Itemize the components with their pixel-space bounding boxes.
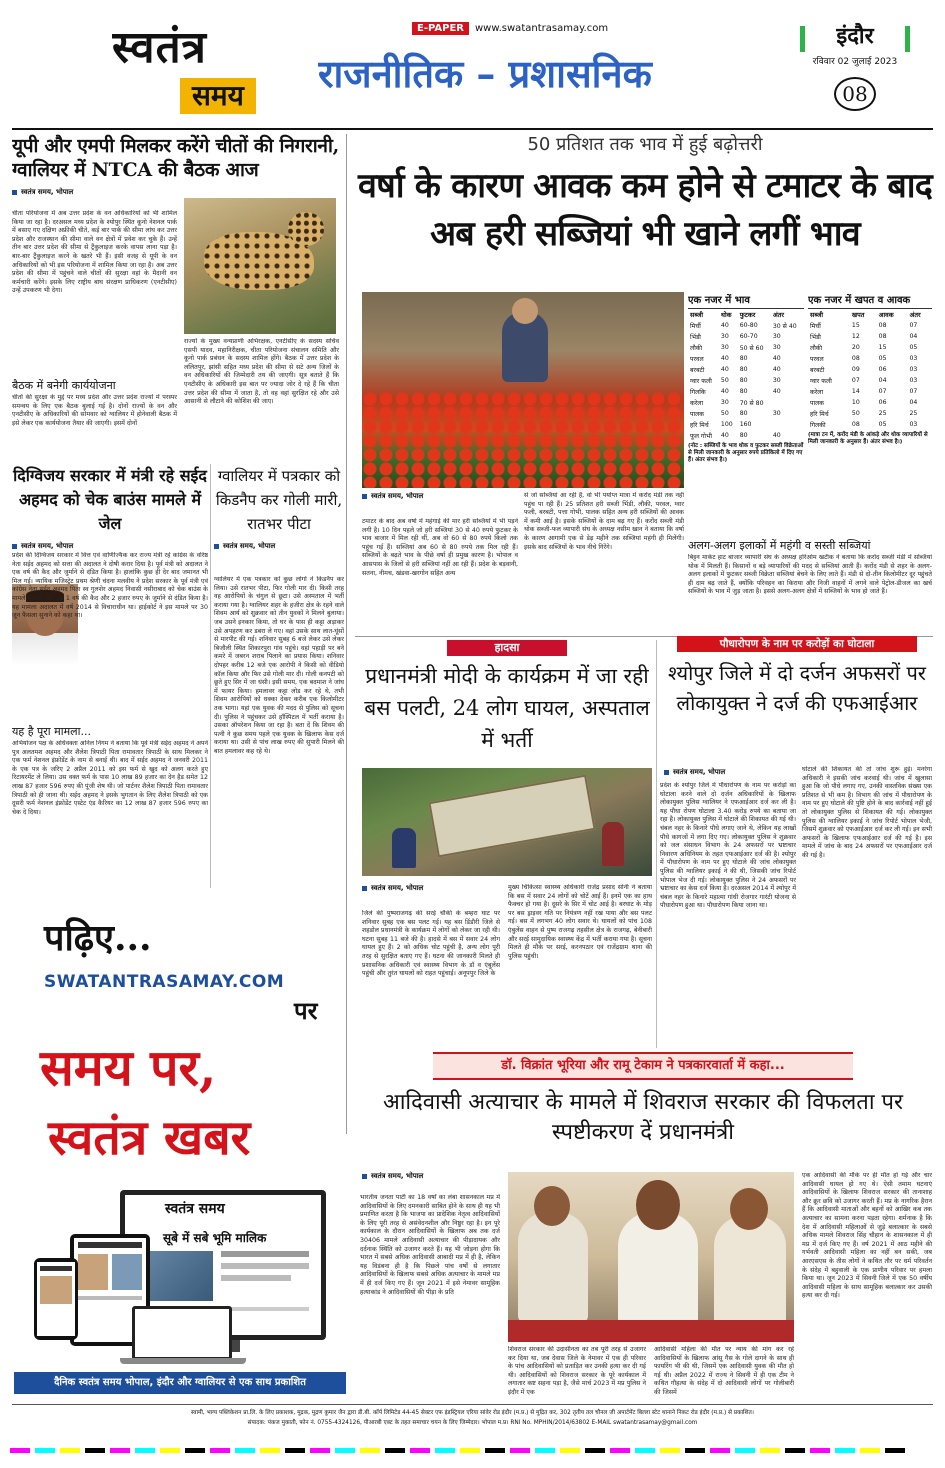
journalist-story (214, 464, 344, 888)
table-cell: 07 (878, 388, 887, 395)
accident-story (362, 640, 652, 1060)
table-cell: 80 (739, 410, 748, 417)
body-left-2: चीतों की सुरक्षा के मुद्दे पर मध्य प्रदेश और उत्तर प्रदेश राज्यों में परस्पर समन्वय के लिए एक बैठक बुलाई गई है। दोनों राज्यों के वन और एनटीसीए के अधिकारियों की सोमवार को ग्वालियर में होनेवाली बैठक में इसे लेकर एक कार्ययोजना तैयार की जाएगी। इसमें दोनों (12, 394, 177, 427)
table-cell: बरबटी (810, 367, 825, 374)
table-cell: 40 (720, 388, 729, 395)
table-cell: हरि मिर्च (810, 411, 829, 418)
headline: आदिवासी अत्याचार के मामले में शिवराज सरकार की विफलता पर स्पष्टीकरण दें प्रधानमंत्री (382, 1090, 904, 1145)
table-cell: परवल (690, 356, 704, 363)
table-cell: 40 (772, 366, 781, 373)
table-cell: मिर्ची (810, 323, 821, 330)
table-cell: गिलकी (810, 422, 826, 429)
body-2: से जो सब्जियां आ रही हैं, वो भी पर्याप्त मात्रा में करोंद मंडी तक नहीं पहुंच पा रही हैं। 25 प्रतिशत हरी सब्जी भिंडी, लौकी, परवल, ग्वार फली, बरबटी, पत्ता गोभी, पालक सहित अन्य हरी सब्जियों की आवक में कमी आई है। इसके सब्जियों के दाम बढ़ गए हैं। करोंद सब्जी मंडी थोक सब्जी-फल व्यापारी संघ के अध्यक्ष नसीम खान ने बताया कि वर्षा के कारण आगामी एक से डेढ़ महीने तक सब्जियां महंगी ही मिलेंगी। इसके बाद सब्जियों के भाव नीचे गिरेंगे। (524, 492, 684, 551)
table-cell: लौकी (810, 345, 823, 352)
tribal-story (352, 1052, 934, 1400)
table-cell: 09 (851, 366, 860, 373)
device-tagline: सूबे में सबे भूमि मालिक (163, 1231, 267, 1245)
logo-bottom: समय (180, 78, 256, 114)
epaper-label: E-PAPER (412, 22, 469, 35)
table-cell: 40 (720, 366, 729, 373)
vegetable-market-photo (362, 292, 684, 488)
table-cell: पालक (810, 400, 825, 407)
tomato-story (355, 132, 935, 284)
table-cell: परवल (810, 356, 824, 363)
table-cell: 50 (851, 410, 860, 417)
table-cell: 80 (739, 366, 748, 373)
kicker: पौधारोपण के नाम पर करोड़ों का घोटाला (677, 636, 917, 652)
date: रविवार 02 जुलाई 2023 (812, 57, 898, 67)
kicker: हादसा (447, 640, 567, 656)
cheetah-story (12, 134, 342, 454)
table-row (808, 364, 932, 375)
imprint (20, 1408, 925, 1442)
body-left: चीता परियोजना में अब उत्तर प्रदेश के वन अधिकारियों को भी शामिल किया जा रहा है। दरअसल मध्य प्रदेश के श्योपुर स्थित कूनो नेशनल पार्क में बसाए गए दक्षिण अफ्रीकी चीते, कई बार पार्क की सीमा लांघ कर उत्तर प्रदेश और राजस्थान की सीमा वाले वन क्षेत्रों में प्रवेश कर चुके हैं। उन्हें तीन बार उत्तर प्रदेश की सीमा से ट्रैंकुलाइज करके वापस लाना पड़ा है। बार-बार ट्रैंकुलाइज करने के खतरे भी हैं। इसी वजह से यूपी के वन अधिकारियों को भी इस परियोजना में शामिल किया जा रहा है। अब उत्तर प्रदेश की सीमा में पहुंचने वाले चीतों की सुरक्षा वहां के मैदानी वन कर्मचारी करेंगे। इसके लिए राष्ट्रीय बाघ संरक्षण प्राधिकरण (एनटीसीए) उन्हें उपकरण भी देगा। (12, 210, 177, 295)
ad-line-4: समय पर, (40, 1038, 217, 1097)
subhead: यह है पूरा मामला... (12, 725, 91, 738)
epaper-strip (412, 20, 832, 36)
headline: अलग-अलग इलाकों में महंगी व सस्ती सब्जियां (688, 539, 871, 552)
table-row (808, 397, 932, 408)
table-cell: 80 (739, 432, 748, 439)
table-cell: 05 (909, 344, 918, 351)
byline-marker (214, 544, 219, 549)
table-cell: मिर्ची (690, 323, 701, 330)
headline: दिग्विजय सरकार में मंत्री रहे सईद अहमद को चेक बाउंस मामले में जेल (13, 466, 207, 533)
price-table (688, 309, 804, 441)
body: ग्वालियर में एक पत्रकार को कुछ लोगों ने किडनैप कर लिया। उसे रातभर पीटा, फिर गोली मार दी। किसी तरह वह आरोपियों के चंगुल से छूटा। उसे अस्पताल में भर्ती कराया गया है। ग्वालियर शहर के हजीरा क्षेत्र के रहने वाले शिवम आर्य को शुक्रवार को तीन युवकों ने मिलने बुलाया। जब उसने इनकार किया, तो घर के पास ही कट्टा अड़ाकर उसे अपहरण कर डबरा ले गए। वहां उसके साथ लात-घूंसों से मारपीट की गई। शनिवार सुबह 6 बजे लेकर उसे लेकर बिजौली स्थित शिकारपुरा गांव पहुंचे। वहां पहाड़ी पर बने कमरे में जबरन शराब पिलाने का प्रयास किया। शनिवार दोपहर करीब 12 बजे एक आरोपी ने किसी को वीडियो कॉल किया और फिर उसे गोली मार दी। गोली कनपटी को छूते हुए सिर में जा धंसी। इसी समय, एक बदमाश ने जांघ में फायर किया। हमलावर कट्टा लोड कर रहे थे, तभी शिवम आरोपियों को धक्का देकर करीब एक किलोमीटर तक भागा। यहां एक युवक की मदद से पुलिस को सूचना दी। पुलिस ने पहुंचकर उसे हॉस्पिटल में भर्ती कराया है। उसका ऑपरेशन किया जा रहा है। बता दें कि शिवम की पत्नी ने कुछ समय पहले एक युवक के खिलाफ केस दर्ज कराया था। उसी से पांच लाख रुपए की सुपारी मिलने की बात हमलावर कह रहे थे। (214, 576, 344, 755)
table-cell: 30 (772, 377, 781, 384)
table-cell: 40 (720, 322, 729, 329)
table-cell: 05 (878, 421, 887, 428)
table-cell: 60-70 (739, 333, 758, 340)
ad-panel (14, 898, 346, 1396)
table-cell: 15 (878, 344, 887, 351)
table-cell: 07 (851, 377, 860, 384)
table-cell: करेला (690, 400, 704, 407)
masthead (0, 0, 945, 128)
table-cell: 04 (909, 333, 918, 340)
byline (362, 884, 423, 893)
section-title: राजनीतिक – प्रशासनिक (318, 51, 652, 96)
table-cell: 50 से 60 (739, 345, 764, 352)
table-cell: करेला (810, 389, 824, 396)
body-2: मुख्य चिकित्सा स्वास्थ्य अधिकारी राजेंद्र प्रसाद सोनी ने बताया कि बस में सवार 24 लोगों को चोटें आई हैं। इनमें एक का हाथ फैक्चर हो गया है। दूसरे के सिर में चोट आई है। बरघाट के मोड़ पर बस ड्राइवर गति पर नियंत्रण नहीं रख पाया और बस पलट गई। बस में लगभग 40 लोग सवार थे। घायलों को पांच 108 एंबुलेंस वाहन से पुष्प राजगढ़ तहसील क्षेत्र के राजगढ़, बेनीबारी और सरई सामुदायिक स्वास्थ्य केंद्र में भर्ती कराया गया है। सूचना मिलते ही मौके पर सरई, करनपठार एवं राजेंद्रग्राम थाना की पुलिस पहुंची। (508, 884, 652, 960)
body-2: शिवराज सरकार की उदासीनता का तब पूरी तरह से उजागर कर दिया था, जब देवास जिले के नेमावर में एक ही परिवार के पांच आदिवासियों को प्रताड़ित कर उनकी हत्या कर दी गई थी। आदिवासियों को शिवराज सरकार के पूरे कार्यकाल में लगातार कष्ट सहना पड़ा है, जैसे मार्च 2023 में मप्र पुलिस ने इंदौर में एक (508, 1346, 646, 1396)
headline: प्रधानमंत्री मोदी के कार्यक्रम में जा रही बस पलटी, 24 लोग घायल, अस्पताल में भर्ती (364, 664, 650, 752)
table-cell: बरबटी (690, 367, 705, 374)
byline-text: स्वतंत्र समय, भोपाल (371, 884, 424, 892)
logo (112, 22, 292, 122)
column-header: खपत (851, 311, 865, 319)
table-note: (मात्रा टन में, करोंद मंडी के आंकड़े और थोक व्यापारियों से मिली जानकारी के अनुसार हैं। अंतर संभव है।) (808, 432, 928, 445)
table-cell: 06 (878, 399, 887, 406)
byline-marker (362, 494, 367, 499)
table-row (688, 397, 804, 408)
table-cell: 03 (909, 421, 918, 428)
table-cell: लौकी (690, 345, 703, 352)
byline-text: स्वतंत्र समय, भोपाल (371, 492, 424, 500)
table-cell: 08 (878, 322, 887, 329)
table-row (808, 419, 932, 430)
table-cell: गिलकि (690, 389, 706, 396)
table-cell: 40 (772, 355, 781, 362)
table-cell: 25 (909, 410, 918, 417)
body: बिट्टन मार्केट हाट बाजार व्यापारी संघ के अध्यक्ष हरिओम खटीक ने बताया कि करोंद सब्जी मंडी में सब्जियां थोक में मिलती हैं। किसानों व बड़े व्यापारियों की मदद से सब्जियां आती हैं। करोंद मंडी से शहर के अलग-अलग इलाकों में फुटकर सब्जी विक्रेता सब्जियां बेचने के लिए लाते हैं। मंडी से दो-तीन किलोमीटर दूर पहुंचते ही दाम बढ़ जाते हैं, क्योंकि परिवहन का किराया और निजी वाहनों में लगने वाले पेट्रोल-डीजल का खर्च सब्जियों के भाव में जुड़ जाता है। इससे अलग-अलग क्षेत्रों में सब्जियों के भाव हो जाते हैं। (688, 554, 932, 596)
table-cell: 40 (720, 432, 729, 439)
table-cell: 04 (909, 399, 918, 406)
column-header: सब्जी (810, 311, 824, 319)
table-cell: 20 (851, 344, 860, 351)
table-cell: 30 (772, 333, 781, 340)
body: प्रदेश की दिग्विजय सरकार में वित्त एवं वाणिज्यिक कर राज्य मंत्री रहे कांग्रेस के वरिष्ठ नेता सईद अहमद को सत्ता की अदालत ने दोषी करार दिया है। पूर्व मंत्री को अदालत ने एक वर्ष की कैद और जुर्माने से दंडित किया है। हालांकि कुछ ही देर बाद जमानत भी मिल गई। न्यायिक मजिस्ट्रेट प्रथम श्रेणी चंदना मलवीय ने प्रदेश सरकार के पूर्व मंत्री एवं कांग्रेस नेता सईद अहमद पिता स्व गुलशेर अहमद निवासी नसीराबाद को चेक बाउंस के मामले में दोषी पाते हुए 1 वर्ष की कैद और 2 हजार रुपए के जुर्माने से दंडित किया है। यह मामला अदालत में वर्ष 2014 से विचाराधीन था। हाईकोर्ट ने इस मामले पर 30 जून फैसला सुनाने को कहा था। (12, 552, 208, 620)
byline (214, 542, 344, 551)
digvijay-story (12, 464, 208, 888)
table-cell: 40 (772, 388, 781, 395)
body-1: प्रदेश के श्योपुर जिले में पौधारोपण के नाम पर करोड़ों का घोटाला करने वाले दो दर्जन अधिकारियों के खिलाफ लोकायुक्त पुलिस ग्वालियर ने एफआईआर दर्ज कर ली है। यह पौधा रोपण घोटाला 3.40 करोड़ रुपये का बताया जा रहा है। लोकायुक्त पुलिस में घोटाले की शिकायत की गई थी। चंबल नहर के किनारे पौधे लगाए जाने थे, लेकिन यह लाखों पौधे कागजों में लगा दिए गए। लोकायुक्त पुलिस ने शुक्रवार को जल संसाधन विभाग के 24 अफसरों पर भ्रष्टाचार निवारण अधिनियम के तहत एफआईआर दर्ज की है। श्योपुर में पौधारोपण के नाम पर हुए घोटाले की जांच लोकायुक्त पुलिस की ग्वालियर इकाई ने की थी, जिसकी जांच रिपोर्ट भोपाल भेज दी गई। लोकायुक्त पुलिस ने 24 अफसरों पर भ्रष्टाचार का केस दर्ज किया है। दरअसल 2014 में श्योपुर में चंबल नहर के किनारे महात्मा गांधी रोजगार गारंटी योजना से पौधारोपण हुआ था। पौधारोपण किया जाना था। (660, 782, 796, 910)
byline-text: स्वतंत्र समय, भोपाल (21, 542, 74, 550)
table-cell: 80 (739, 388, 748, 395)
table-cell: 15 (851, 322, 860, 329)
table-cell: भिंडी (810, 334, 821, 341)
headline: ग्वालियर में पत्रकार को किडनैप कर गोली मारी, रातभर पीटा (215, 467, 343, 533)
byline (362, 1172, 423, 1181)
table-row (688, 331, 804, 342)
body-1: टमाटर के बाद अब वर्षा में महंगाई की मार हरी सब्जियों में भी पड़ने लगी है। 10 दिन पहले जो हरी सब्जियां 30 से 40 रुपये फुटकर के भाव बाजार में मिल रही थीं, अब वो 60 से 80 रुपये किलो तक पहुंच गई हैं। सब्जियां अब 60 से 80 रुपये तक मिल रही हैं। सब्जियों के बढ़ते भाव के पीछे वर्षा ही प्रमुख कारण है। भोपाल व आसपास के जिलों से हरी सब्जियां नहीं आ रही हैं। प्रदेश के बड़वानी, सतना, नीमच, खंडवा-खरगोन सहित अन्य (362, 518, 518, 577)
table-cell: फूल गोभी (690, 433, 712, 440)
registration-bar (10, 1448, 935, 1453)
table-cell: 06 (878, 366, 887, 373)
logo-top: स्वतंत्र (112, 22, 207, 73)
subhead: बैठक में बनेगी कार्ययोजना (12, 379, 116, 392)
table-row (688, 342, 804, 353)
table-cell (771, 419, 804, 430)
table-cell: ग्वार फली (810, 378, 832, 385)
column-header: सब्जी (690, 311, 704, 319)
table-cell: ग्वार फली (690, 378, 712, 385)
website-link[interactable]: www.swatantrasamay.com (475, 22, 609, 34)
table-cell: 14 (851, 388, 860, 395)
headline: श्योपुर जिले में दो दर्जन अफसरों पर लोकायुक्त ने दर्ज की एफआईआर (668, 661, 926, 715)
kicker: 50 प्रतिशत तक भाव में हुई बढ़ोत्तरी (527, 134, 763, 155)
byline-marker (362, 886, 367, 891)
headline: वर्षा के कारण आवक कम होने से टमाटर के बाद अब हरी सब्जियां भी खाने लगीं भाव (357, 166, 933, 254)
body-1: जिले की पुष्पराजगढ़ की सरई चौकी के बम्हरा घाट पर शनिवार सुबह एक बस पलट गई। यह बस डिंडौरी जिले से शहडोल प्रधानमंत्री के कार्यक्रम में लोगों को लेकर जा रही थी। घटना सुबह 11 बजे की है। हादसे में बस में सवार 24 लोग घायल हुए हैं। 2 को अधिक चोट पहुंची है, अन्य लोग पूरी तरह से सुरक्षित बताए गए हैं। घटना की जानकारी मिलते ही प्रशासनिक अधिकारी एवं स्वास्थ्य विभाग के डॉ व एंबुलेंस पहुंची और तुरंत घायलों को राहत पहुंचाई। अनूपपुर जिले के (362, 910, 500, 978)
byline-text: स्वतंत्र समय, भोपाल (21, 188, 74, 196)
bus-accident-photo (362, 768, 652, 876)
column-header: अंतर (909, 311, 921, 319)
table-cell: हरि मिर्च (690, 422, 709, 429)
table-header-row (808, 309, 932, 320)
device-phone (34, 1258, 78, 1340)
table-cell: 08 (851, 355, 860, 362)
table-cell: 60-80 (739, 322, 758, 329)
table-row (688, 320, 804, 331)
table-cell: 40 (720, 355, 729, 362)
device-laptop (132, 1306, 232, 1360)
byline-text: स्वतंत्र समय, भोपाल (223, 542, 276, 550)
byline-marker (12, 544, 17, 549)
imprint-line-2: संपादक: पंकज मुकाती, फोन नं. 0755-4324126, पीआरबी एक्ट के तहत समाचार चयन के लिए जिम्मेदार। भोपाल म.प्र। RNI No. MPHIN/2014/63802 E-MAIL swatantrasamay@gmail.com (247, 1420, 698, 1426)
table-row (808, 342, 932, 353)
table-row (808, 386, 932, 397)
table-row (808, 375, 932, 386)
table-cell: 30 (720, 344, 729, 351)
table-header-row (688, 309, 804, 320)
table-row (688, 386, 804, 397)
table-cell: 05 (878, 355, 887, 362)
column-header: आवक (878, 311, 894, 319)
table-cell: 07 (909, 322, 918, 329)
table-cell: 50 (720, 410, 729, 417)
table-cell: 10 (851, 399, 860, 406)
page-number: 08 (834, 77, 876, 111)
column-header: फुटकर (739, 311, 756, 319)
byline (12, 542, 208, 551)
table-cell: 30 (772, 410, 781, 417)
device-logo: स्वतंत्र समय (165, 1201, 225, 1217)
table-cell: 25 (878, 410, 887, 417)
table-cell: 07 (909, 388, 918, 395)
table-cell: 30 (720, 399, 729, 406)
table-row (688, 353, 804, 364)
byline-text: स्वतंत्र समय, भोपाल (673, 768, 726, 776)
table-cell: 08 (851, 421, 860, 428)
byline (12, 188, 342, 197)
table-cell: 03 (909, 366, 918, 373)
table-cell: 12 (851, 333, 860, 340)
supply-table (808, 309, 932, 430)
table-cell: 08 (878, 333, 887, 340)
kicker: डॉ. विक्रांत भूरिया और रामू टेकाम ने पत्रकारवार्ता में कहा... (433, 1052, 853, 1080)
headline: यूपी और एमपी मिलकर करेंगे चीतों की निगरानी, ग्वालियर में NTCA की बैठक आज (12, 135, 339, 181)
table-cell: 70 से 80 (739, 400, 764, 407)
ad-line-3: पर (294, 996, 318, 1025)
table-cell: 160 (739, 421, 752, 428)
column-header: अंतर (772, 311, 784, 319)
table-row (688, 419, 804, 430)
table-note: (नोट : सब्जियों के भाव थोक व फुटकर सब्जी विक्रेताओं से मिली जानकारी के अनुसार रुपये प्रतिकिलो में दिए गए हैं। अंतर संभव है।) (688, 443, 804, 463)
body-4: एक आदिवासी की मौके पर ही मौत हो गई और चार आदिवासी घायल हो गए थे। ऐसी तमाम घटनाएं आदिवासियों के खिलाफ शिवराज सरकार की तानाशाह और क्रूर छवि को उजागर करती हैं। मप्र के नागरिक हैरान हैं कि आदिवासी माताओं और बहनों को आखिर कब तक अत्याचार का सामना करना पड़ता रहेगा। शर्मनाक है कि देश में आदिवासी महिलाओं से जुड़े बलात्कार के सबसे अधिक मामले शिवराज सिंह चौहान के शासनकाल में ही मप्र में दर्ज किए गए हैं। वर्ष 2021 में आठ महीने की गर्भवती आदिवासी महिला का नहीं बन सकी, जब आरएसएस के तीस लोगों ने कथित तौर पर धर्म परिवर्तन के संदेह में बहुवाली के एक प्राणीय परिवार पर हमला किया था। जून 2023 में सिवनी जिले में एक 50 वर्षीय आदिवासी महिला के साथ सामूहिक बलात्कार कर उसकी हत्या कर दी गई। (802, 1172, 932, 1300)
ad-line-5: स्वतंत्र खबर (48, 1110, 251, 1166)
press-conference-photo (508, 1172, 794, 1342)
table-row (688, 375, 804, 386)
areas-box (688, 538, 932, 634)
byline (664, 768, 725, 777)
table-cell: 50 (720, 377, 729, 384)
body-right: राज्यों के मुख्य वन्यप्राणी अभिरक्षक, एनटीसीए के सदस्य सचिव एसपी यादव, महानिरीक्षक, चीता परियोजना संचालन समिति और कूनो पार्क प्रबंधन के सदस्य शामिल होंगे। बैठक में उत्तर प्रदेश के ललितपुर, झांसी सहित मध्य प्रदेश की सीमा से सटे अन्य जिलों के वन अधिकारियों की जिम्मेदारी तय की जाएगी। सूत्र बताते हैं कि एनटीसीए के अधिकारी इस बात पर ज्यादा जोर दे रहे हैं कि चीता उत्तर प्रदेश की सीमा में जाता है, तो वह वहां सुरक्षित रहे और उसे आसानी से लौटाने की कोशिश की जाए। (184, 338, 339, 406)
table-cell: 04 (878, 377, 887, 384)
table-cell: 03 (909, 377, 918, 384)
byline-marker (12, 190, 17, 195)
table-row (688, 408, 804, 419)
tomato-body (362, 492, 684, 632)
dateline (790, 18, 920, 128)
table-row (808, 353, 932, 364)
table-cell: 30 (720, 333, 729, 340)
table-cell: भिंडी (690, 334, 701, 341)
table-cell (771, 397, 804, 408)
supply-table-box (808, 292, 932, 524)
price-table-box (688, 292, 804, 524)
body-2: अभियोजन पक्ष के अधिवक्ता अनिल निगम ने बताया कि पूर्व मंत्री सईद अहमद ने अपने पुत्र अलतमश अहमद और शैलेश त्रिपाठी पिता रामावतार त्रिपाठी के साथ मिलकर ने एक फर्म नेशनल इंफ्रोडेंट के नाम से बनाई थी। बाद में सईद अहमद ने जनवरी 2011 के एक पत्र के जरिए 2 अप्रैल 2011 को इस फर्म से खुद को अलग करते हुए रिटायरमेंट ले लिया। उस वक्त फर्म के पास 10 लाख 89 हजार का देन हैड समेत 12 लाख 87 हजार 596 रुपए की पूंजी शेष थी। जो पार्टनर शैलेश त्रिपाठी पिता रामावतार त्रिपाठी को ही जाना थी। सईद अहमद ने इसके भुगतान के लिए शैलेश त्रिपाठी को एक दूसरी फर्म नेशनल इंफ्रोडेंट एस्टेट एंड कैरियर का 12 लाख 87 हजार 596 रुपए का चेक दे दिया। (12, 740, 208, 816)
table-row (688, 364, 804, 375)
imprint-line-1: स्वामी, भाग्य पब्लिकेशन प्रा.लि. के लिए प्रकाशक, मुद्रक, मुद्रण कुमार जैन द्वारा डी.बी. कॉर्प लिमिटेड 44-45 सेक्टर एफ इंडस्ट्रियल एरिया सांवेर रोड इंदौर (म.प्र.) से मुद्रित कर, 302 तृतीय तल चौनल जी अपार्टमेंट बिल्ला स्टेट थानाने निकट रोड इंदौर (म.प्र.) से प्रकाशित। (190, 1410, 755, 1416)
table-cell: 100 (720, 421, 733, 428)
table-cell: 30 (772, 344, 781, 351)
table-cell: पालक (690, 411, 705, 418)
table-cell: 80 (739, 355, 748, 362)
ad-line-2[interactable]: SWATANTRASAMAY.COM (44, 972, 285, 992)
table-row (808, 331, 932, 342)
table-cell: 80 (739, 377, 748, 384)
plantation-story (660, 636, 934, 1048)
ad-footer: दैनिक स्वतंत्र समय भोपाल, इंदौर और ग्वालियर से एक साथ प्रकाशित (14, 1372, 346, 1394)
table-cell: 30 से 40 (772, 323, 797, 330)
table-cell: 03 (909, 355, 918, 362)
ad-line-1: पढ़िए... (44, 917, 152, 959)
cheetah-photo (184, 198, 336, 334)
table-row (808, 408, 932, 419)
byline-text: स्वतंत्र समय, भोपाल (371, 1172, 424, 1180)
body-1: भारतीय जनता पार्टी का 18 वर्षों का लंबा शासनकाल मप्र में आदिवासियों के लिए दमनकारी साबित होने के साथ ही यह भी प्रमाणित करता है कि भाजपा का प्रादेशिक नेतृत्व आदिवासियों के लिए पूरी तरह से असंवेदनशील और निष्ठुर रहा है। इन पूरे कार्यकाल के दौरान आदिवासियों के खिलाफ अब तक दर्ज 30406 मामले आदिवासी अत्याचार की पीड़ादायक और दर्दनाक स्थिति को उजागर करते हैं। यह भी जोड़ना होगा कि भारत में सबसे अधिक आदिवासी आबादी मप्र में ही है, लेकिन यह विडंबना ही है कि पिछले पांच वर्षों से लगातार आदिवासियों के खिलाफ सबसे अधिक अत्याचार के मामले मप्र में ही दर्ज किए गए हैं। जून 2021 में इसे नेमावर सामूहिक हत्याकांड ने आदिवासियों की पीड़ा के प्रति (360, 1194, 500, 1296)
table-row (808, 320, 932, 331)
table-title: एक नजर में भाव (688, 292, 804, 309)
city: इंदौर (836, 23, 874, 49)
column-header: थोक (720, 311, 732, 319)
table-title: एक नजर में खपत व आवक (808, 292, 932, 309)
body-3: आदिवासी महिला की मौत पर न्याय की मांग कर रहे आदिवासियों के खिलाफ आंसू गैस के गोले दागने के साथ ही फायरिंग भी की थी, जिसमें एक आदिवासी युवक की मौत हो गई थी। अप्रैल 2022 में राज्य ने सिवनी में ही एक टीम ने कथित गौहत्या के संदेह में दो आदिवासी लोगों पर गोलीबारी की जिसमें (654, 1346, 794, 1396)
body-2: घोटाले की शिकायत की तो जांच शुरू हुई। मनरेगा अधिकारी ने इसकी जांच करवाई थी। जांच में खुलासा हुआ कि जो पौधे लगाए गए, उनकी वास्तविक संख्या एक प्रतिशत से भी कम है। विभाग की जांच में पौधारोपण के नाम पर हुए घोटाले की पुष्टि होने के बाद कार्रवाई नहीं हुई तो लोकायुक्त पुलिस से शिकायत की गई। लोकायुक्त पुलिस की ग्वालियर इकाई ने जांच रिपोर्ट भोपाल भेजी, जिसमें शुक्रवार को एफआईआर दर्ज कर ली गई। इन सभी अफसरों के खिलाफ एफआईआर दर्ज की गई है। इस मामले में जांच के बाद 24 अफसरों पर एफआईआर दर्ज की गई है। (802, 766, 932, 859)
byline-marker (664, 770, 669, 775)
byline-marker (362, 1174, 367, 1179)
table-cell: 40 (772, 432, 781, 439)
table-row (688, 430, 804, 441)
